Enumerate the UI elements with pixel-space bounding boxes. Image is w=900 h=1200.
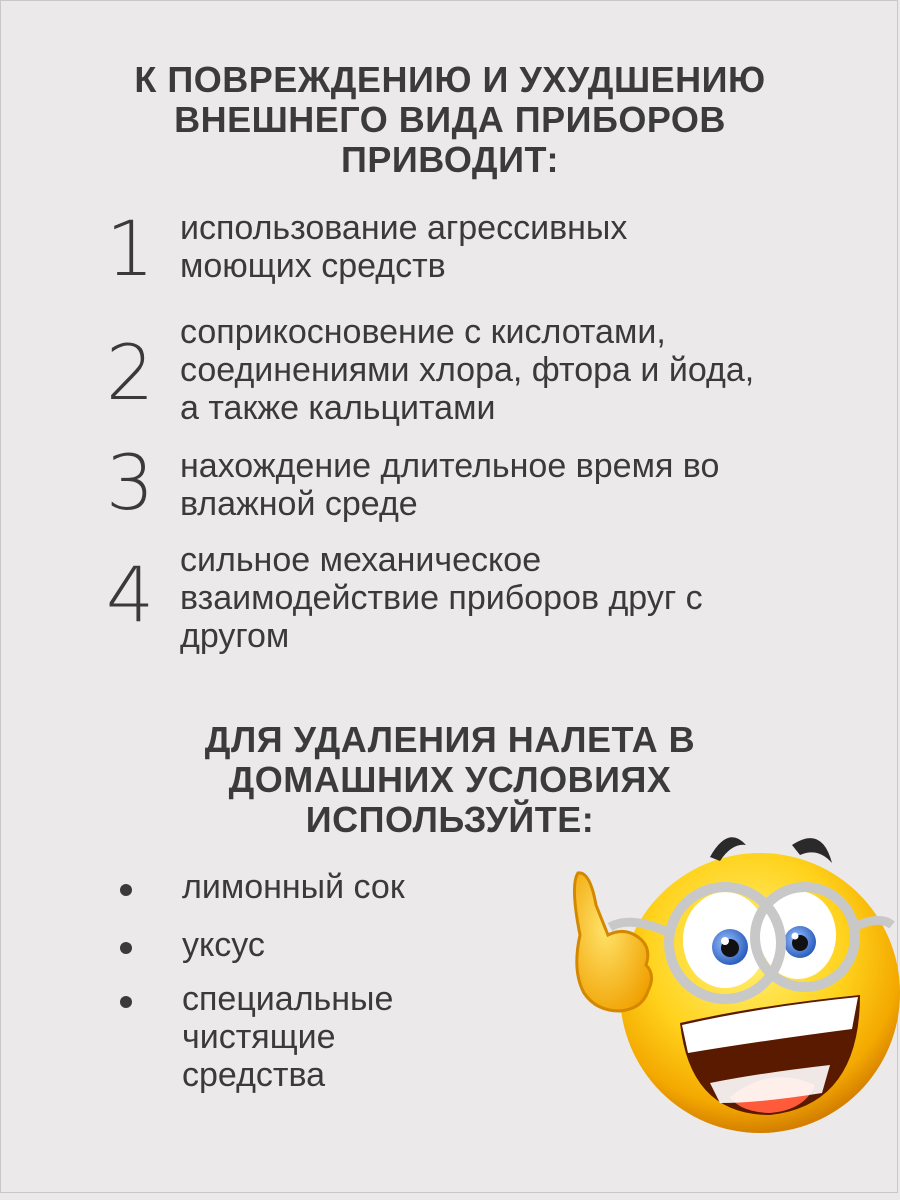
remedy-text xyxy=(182,926,522,964)
cause-number: 3 xyxy=(105,438,155,527)
bullet-dot-icon xyxy=(120,942,132,954)
cause-number: 4 xyxy=(105,550,155,639)
cause-text-line: другом xyxy=(180,617,290,655)
cause-text-line: соединениями хлора, фтора и йода, xyxy=(180,351,755,389)
bullet-dot-icon xyxy=(120,884,132,896)
remedy-text xyxy=(182,980,522,1094)
cause-text-line: использование агрессивных xyxy=(180,209,628,247)
remedy-text-line: лимонный сок xyxy=(182,868,405,906)
top-heading-line: ПРИВОДИТ: xyxy=(341,139,559,180)
bottom-heading-line: ДОМАШНИХ УСЛОВИЯХ xyxy=(228,759,672,800)
cause-text-line: взаимодействие приборов друг с xyxy=(180,579,703,617)
bottom-heading-line: ИСПОЛЬЗУЙТЕ: xyxy=(305,799,595,840)
cause-text xyxy=(180,209,840,285)
nerd-smiley-pointing-icon xyxy=(560,815,900,1155)
cause-text xyxy=(180,447,840,523)
cause-text xyxy=(180,541,840,655)
top-heading-line: ВНЕШНЕГО ВИДА ПРИБОРОВ xyxy=(174,99,726,140)
bottom-heading-line: ДЛЯ УДАЛЕНИЯ НАЛЕТА В xyxy=(204,719,696,760)
cause-text-line: нахождение длительное время во xyxy=(180,447,720,485)
top-heading xyxy=(60,60,840,180)
cause-number: 2 xyxy=(105,328,155,417)
remedy-text-line: специальные xyxy=(182,980,394,1018)
cause-number: 1 xyxy=(105,204,155,293)
top-heading-line: К ПОВРЕЖДЕНИЮ И УХУДШЕНИЮ xyxy=(134,59,766,100)
remedy-text-line: чистящие xyxy=(182,1018,336,1056)
remedy-text-line: средства xyxy=(182,1056,326,1094)
cause-text-line: соприкосновение с кислотами, xyxy=(180,313,666,351)
cause-text-line: а также кальцитами xyxy=(180,389,496,427)
cause-text-line: сильное механическое xyxy=(180,541,542,579)
cause-text xyxy=(180,313,840,427)
cause-text-line: моющих средств xyxy=(180,247,446,285)
pointing-hand xyxy=(574,873,651,1011)
cause-text-line: влажной среде xyxy=(180,485,418,523)
remedy-text-line: уксус xyxy=(182,926,265,964)
remedy-text xyxy=(182,868,522,906)
bullet-dot-icon xyxy=(120,996,132,1008)
